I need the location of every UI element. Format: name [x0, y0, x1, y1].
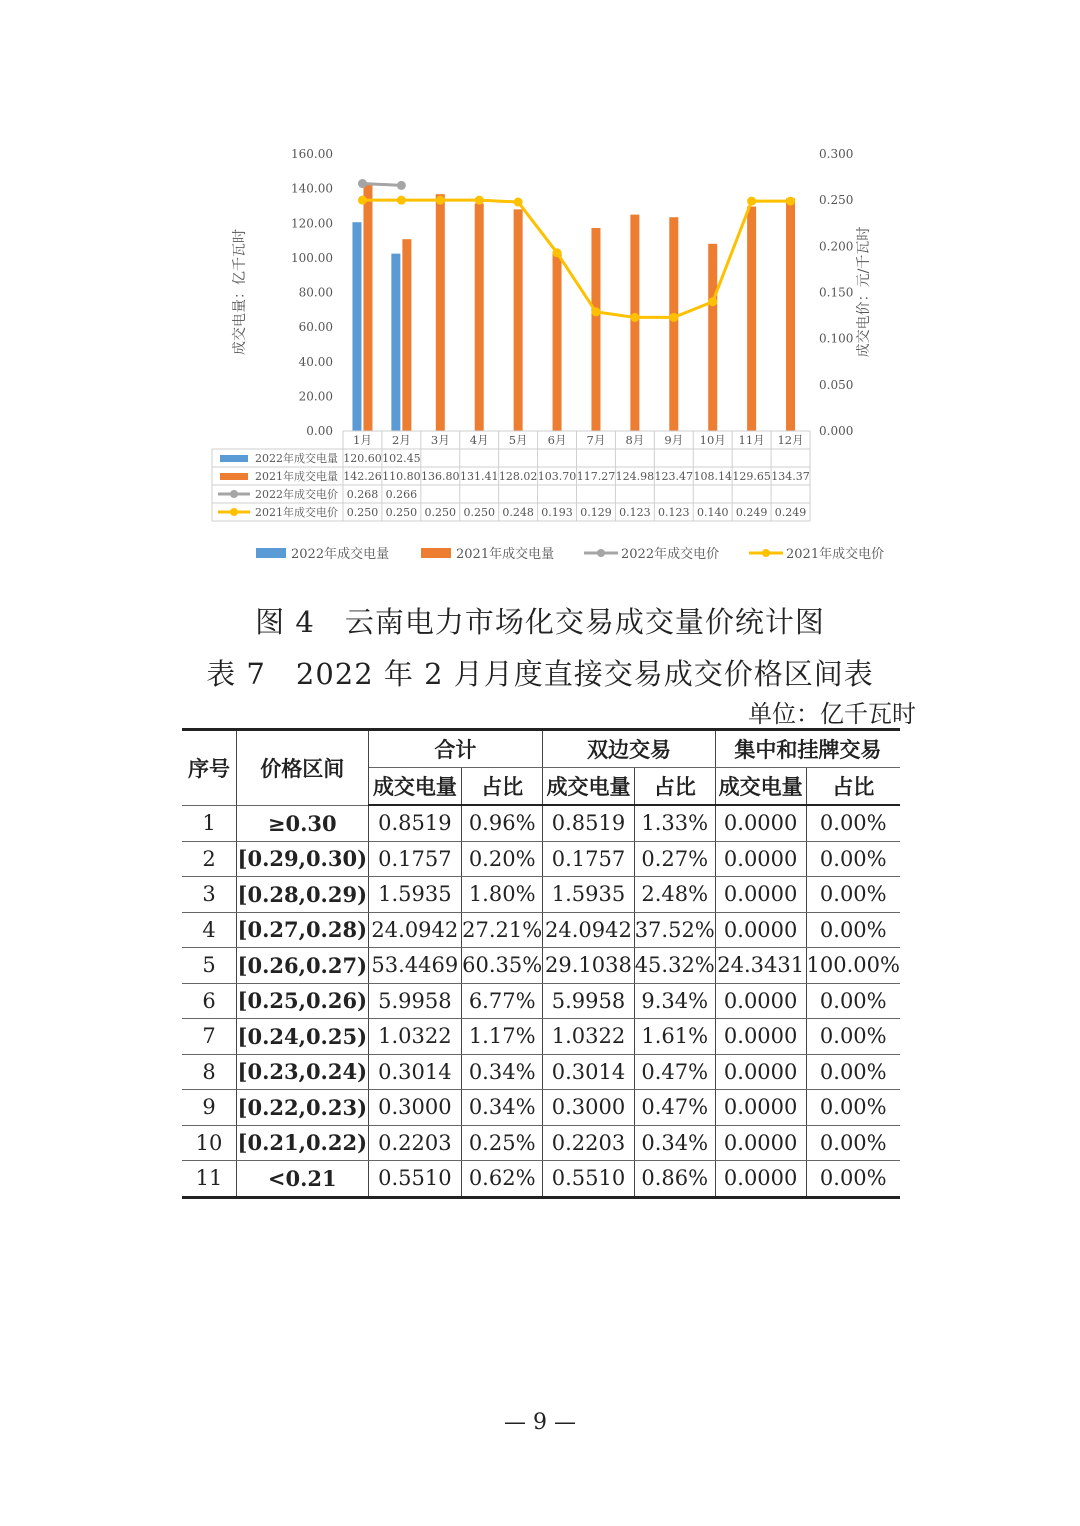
data-label: 0.250	[385, 506, 418, 519]
cell-total-volume: 0.2203	[368, 1125, 462, 1161]
data-label: 0.248	[502, 506, 534, 519]
cell-central-volume: 0.0000	[715, 1125, 806, 1161]
cell-central-share: 0.00%	[806, 1019, 900, 1055]
cell-bilateral-share: 1.61%	[634, 1019, 715, 1055]
y-tick-label: 160.00	[291, 147, 333, 161]
cell-total-share: 27.21%	[462, 912, 543, 948]
cell-central-volume: 0.0000	[715, 1019, 806, 1055]
data-label: 129.65	[732, 470, 771, 483]
table-series-name: 2021年成交电价	[255, 506, 338, 519]
cell-bilateral-volume: 0.2203	[543, 1125, 634, 1161]
data-label: 120.60	[343, 452, 382, 465]
x-tick-label: 12月	[777, 433, 804, 447]
cell-total-share: 0.34%	[462, 1054, 543, 1090]
cell-central-share: 0.00%	[806, 805, 900, 841]
cell-range: <0.21	[237, 1161, 369, 1198]
bar	[436, 194, 445, 431]
figure-caption: 图 4 云南电力市场化交易成交量价统计图	[255, 605, 825, 639]
data-label: 136.80	[421, 470, 460, 483]
table-series-name: 2021年成交电量	[255, 470, 338, 483]
cell-central-share: 0.00%	[806, 1161, 900, 1198]
point	[514, 198, 523, 207]
data-label: 0.123	[619, 506, 651, 519]
header-total-share: 占比	[462, 768, 543, 806]
bar	[708, 244, 717, 431]
cell-total-share: 0.34%	[462, 1090, 543, 1126]
x-tick-label: 2月	[391, 433, 411, 447]
data-label: 0.193	[541, 506, 573, 519]
point	[630, 313, 639, 322]
y2-tick-label: 0.050	[819, 377, 854, 392]
header-central-volume: 成交电量	[715, 768, 806, 806]
cell-bilateral-volume: 29.1038	[543, 948, 634, 984]
bar	[402, 239, 411, 431]
data-label: 0.129	[580, 506, 612, 519]
cell-bilateral-share: 0.27%	[634, 841, 715, 877]
cell-bilateral-volume: 5.9958	[543, 983, 634, 1019]
table-caption: 表 7 2022 年 2 月月度直接交易成交价格区间表	[206, 657, 874, 691]
cell-bilateral-share: 0.86%	[634, 1161, 715, 1198]
data-label: 131.41	[459, 470, 499, 483]
legend-key	[220, 473, 248, 480]
y-tick-label: 120.00	[291, 216, 333, 231]
cell-total-share: 0.62%	[462, 1161, 543, 1198]
y-tick-label: 140.00	[291, 181, 333, 196]
point	[397, 196, 406, 205]
bar	[475, 203, 484, 431]
point	[591, 307, 600, 316]
cell-central-volume: 0.0000	[715, 1090, 806, 1126]
bar	[786, 198, 795, 431]
y2-tick-label: 0.250	[819, 193, 854, 208]
table-row	[182, 1054, 900, 1090]
cell-bilateral-volume: 0.3000	[543, 1090, 634, 1126]
data-label: 142.26	[343, 470, 382, 483]
bar	[363, 185, 372, 431]
cell-range: [0.22,0.23)	[237, 1090, 369, 1126]
table-row	[182, 1019, 900, 1055]
data-label: 0.268	[346, 488, 379, 501]
cell-central-share: 0.00%	[806, 1054, 900, 1090]
data-label: 0.250	[463, 506, 495, 519]
cell-index: 5	[182, 948, 237, 984]
cell-index: 3	[182, 877, 237, 913]
point	[358, 196, 367, 205]
x-tick-label: 5月	[508, 433, 528, 447]
legend-key	[230, 508, 238, 516]
cell-total-volume: 0.8519	[368, 805, 462, 841]
cell-index: 2	[182, 841, 237, 877]
cell-central-volume: 0.0000	[715, 805, 806, 841]
point	[553, 248, 562, 257]
cell-range: [0.29,0.30)	[237, 841, 369, 877]
y2-axis-title: 成交电价：元/千瓦时	[856, 226, 872, 358]
cell-bilateral-share: 37.52%	[634, 912, 715, 948]
legend-label: 2022年成交电价	[621, 547, 720, 562]
cell-bilateral-volume: 24.0942	[543, 912, 634, 948]
cell-range: [0.25,0.26)	[237, 983, 369, 1019]
legend-key	[597, 549, 605, 557]
point	[708, 297, 717, 306]
point	[358, 179, 367, 188]
table-row	[182, 912, 900, 948]
point	[436, 196, 445, 205]
y2-tick-label: 0.200	[819, 239, 854, 254]
point	[786, 197, 795, 206]
y2-tick-label: 0.300	[819, 147, 854, 161]
cell-bilateral-share: 45.32%	[634, 948, 715, 984]
y2-tick-label: 0.150	[819, 285, 854, 300]
data-label: 124.98	[615, 470, 655, 483]
cell-index: 1	[182, 805, 237, 841]
cell-range: [0.27,0.28)	[237, 912, 369, 948]
legend-key	[230, 490, 238, 498]
cell-total-volume: 1.5935	[368, 877, 462, 913]
cell-total-volume: 0.3000	[368, 1090, 462, 1126]
data-label: 128.02	[498, 470, 538, 483]
cell-total-share: 0.96%	[462, 805, 543, 841]
table-row	[182, 948, 900, 984]
cell-total-share: 0.20%	[462, 841, 543, 877]
cell-total-volume: 5.9958	[368, 983, 462, 1019]
bar	[747, 207, 756, 431]
point	[475, 196, 484, 205]
cell-central-share: 0.00%	[806, 877, 900, 913]
cell-total-share: 1.17%	[462, 1019, 543, 1055]
data-label: 0.249	[774, 506, 807, 519]
table-row	[182, 805, 900, 841]
x-tick-label: 10月	[699, 433, 726, 447]
cell-bilateral-volume: 0.3014	[543, 1054, 634, 1090]
header-bilateral: 双边交易	[543, 730, 716, 768]
unit-label: 单位：亿千瓦时	[748, 700, 916, 728]
cell-index: 11	[182, 1161, 237, 1198]
header-bilateral-share: 占比	[634, 768, 715, 806]
table-series-name: 2022年成交电量	[255, 452, 338, 465]
cell-range: [0.28,0.29)	[237, 877, 369, 913]
cell-total-volume: 1.0322	[368, 1019, 462, 1055]
cell-range: [0.23,0.24)	[237, 1054, 369, 1090]
price-range-table	[182, 728, 900, 1199]
cell-central-volume: 0.0000	[715, 877, 806, 913]
table-row	[182, 1090, 900, 1126]
cell-bilateral-share: 0.47%	[634, 1054, 715, 1090]
data-label: 0.266	[385, 488, 418, 501]
header-index: 序号	[182, 730, 237, 806]
header-central: 集中和挂牌交易	[715, 730, 900, 768]
y-tick-label: 60.00	[298, 320, 333, 335]
legend-label: 2021年成交电量	[456, 547, 555, 562]
cell-total-volume: 0.3014	[368, 1054, 462, 1090]
cell-bilateral-share: 9.34%	[634, 983, 715, 1019]
table-row	[182, 1125, 900, 1161]
x-tick-label: 7月	[586, 433, 606, 447]
series-line	[362, 200, 790, 317]
cell-bilateral-share: 1.33%	[634, 805, 715, 841]
cell-range: ≥0.30	[237, 805, 369, 841]
cell-total-volume: 0.1757	[368, 841, 462, 877]
cell-index: 4	[182, 912, 237, 948]
point	[669, 313, 678, 322]
bar	[630, 215, 639, 431]
x-tick-label: 1月	[353, 433, 372, 447]
cell-bilateral-share: 0.47%	[634, 1090, 715, 1126]
bar	[352, 222, 361, 431]
cell-central-volume: 0.0000	[715, 912, 806, 948]
data-label: 0.140	[696, 506, 729, 519]
y2-tick-label: 0.000	[819, 424, 854, 438]
cell-range: [0.26,0.27)	[237, 948, 369, 984]
header-central-share: 占比	[806, 768, 900, 806]
x-tick-label: 11月	[738, 433, 765, 447]
y2-tick-label: 0.100	[819, 331, 854, 346]
table-row	[182, 983, 900, 1019]
cell-index: 8	[182, 1054, 237, 1090]
table-row	[182, 877, 900, 913]
data-label: 0.250	[424, 506, 457, 519]
cell-bilateral-volume: 0.8519	[543, 805, 634, 841]
data-label: 110.80	[382, 470, 421, 483]
cell-bilateral-share: 2.48%	[634, 877, 715, 913]
table-row	[182, 1161, 900, 1198]
data-label: 103.70	[537, 470, 577, 483]
data-label: 0.250	[346, 506, 379, 519]
cell-central-volume: 0.0000	[715, 1161, 806, 1198]
data-label: 108.14	[693, 470, 732, 483]
cell-central-share: 0.00%	[806, 1125, 900, 1161]
y-axis-title: 成交电量：亿千瓦时	[232, 229, 248, 355]
legend-label: 2021年成交电价	[786, 547, 885, 562]
x-tick-label: 4月	[469, 433, 489, 447]
data-label: 123.47	[654, 470, 694, 483]
y-tick-label: 100.00	[291, 250, 333, 265]
cell-total-share: 0.25%	[462, 1125, 543, 1161]
cell-total-share: 6.77%	[462, 983, 543, 1019]
x-tick-label: 3月	[430, 433, 450, 447]
data-label: 0.249	[735, 506, 768, 519]
cell-central-share: 100.00%	[806, 948, 900, 984]
point	[397, 181, 406, 190]
cell-bilateral-volume: 0.1757	[543, 841, 634, 877]
y-tick-label: 80.00	[298, 285, 333, 300]
cell-bilateral-volume: 1.0322	[543, 1019, 634, 1055]
header-total-volume: 成交电量	[368, 768, 462, 806]
legend-key	[256, 548, 286, 558]
cell-central-share: 0.00%	[806, 1090, 900, 1126]
volume-price-chart	[0, 0, 1080, 590]
y-tick-label: 20.00	[298, 389, 333, 404]
bar	[514, 209, 523, 431]
header-total: 合计	[368, 730, 543, 768]
cell-range: [0.24,0.25)	[237, 1019, 369, 1055]
y-tick-label: 0.00	[306, 424, 333, 438]
bar	[391, 254, 400, 431]
legend-key	[220, 455, 248, 462]
cell-central-volume: 0.0000	[715, 1054, 806, 1090]
data-label: 102.45	[382, 452, 421, 465]
y-tick-label: 40.00	[298, 354, 333, 369]
cell-index: 7	[182, 1019, 237, 1055]
data-label: 134.37	[771, 470, 810, 483]
data-label: 117.27	[576, 470, 616, 483]
cell-central-volume: 0.0000	[715, 841, 806, 877]
page-number: — 9 —	[504, 1410, 576, 1435]
cell-central-volume: 0.0000	[715, 983, 806, 1019]
cell-total-volume: 24.0942	[368, 912, 462, 948]
cell-central-share: 0.00%	[806, 841, 900, 877]
legend-key	[762, 549, 770, 557]
data-label: 0.123	[658, 506, 690, 519]
cell-index: 6	[182, 983, 237, 1019]
point	[747, 197, 756, 206]
cell-total-share: 60.35%	[462, 948, 543, 984]
cell-index: 10	[182, 1125, 237, 1161]
x-tick-label: 8月	[625, 433, 645, 447]
legend-key	[421, 548, 451, 558]
bar	[553, 251, 562, 431]
table-row	[182, 841, 900, 877]
bar	[669, 217, 678, 431]
bar	[591, 228, 600, 431]
cell-bilateral-share: 0.34%	[634, 1125, 715, 1161]
x-tick-label: 6月	[547, 433, 567, 447]
series-line	[362, 184, 401, 186]
cell-central-share: 0.00%	[806, 983, 900, 1019]
cell-bilateral-volume: 1.5935	[543, 877, 634, 913]
cell-index: 9	[182, 1090, 237, 1126]
cell-range: [0.21,0.22)	[237, 1125, 369, 1161]
cell-bilateral-volume: 0.5510	[543, 1161, 634, 1198]
cell-total-volume: 53.4469	[368, 948, 462, 984]
legend-label: 2022年成交电量	[291, 547, 390, 562]
cell-central-share: 0.00%	[806, 912, 900, 948]
cell-central-volume: 24.3431	[715, 948, 806, 984]
cell-total-volume: 0.5510	[368, 1161, 462, 1198]
x-tick-label: 9月	[664, 433, 684, 447]
header-bilateral-volume: 成交电量	[543, 768, 634, 806]
header-range: 价格区间	[237, 730, 369, 806]
cell-total-share: 1.80%	[462, 877, 543, 913]
table-series-name: 2022年成交电价	[255, 488, 338, 501]
